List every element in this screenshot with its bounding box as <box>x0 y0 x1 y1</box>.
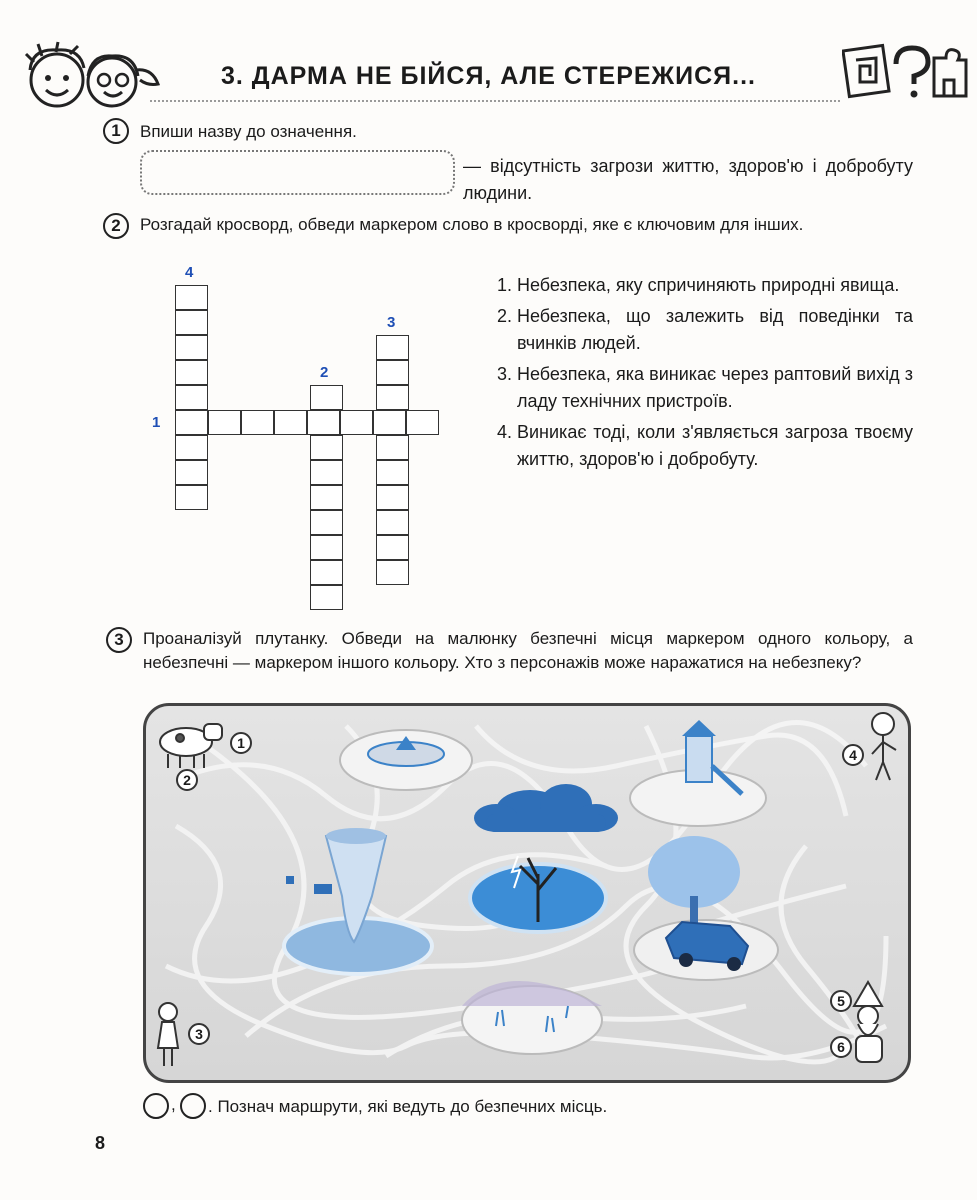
clue-3: 3. Небезпека, яка виникає через раптовий вихід з ладу технічних пристроїв. <box>517 361 913 415</box>
route-answer-instruction: . Познач маршрути, які ведуть до безпечних місць. <box>208 1097 608 1116</box>
route-number-4: 4 <box>842 744 864 766</box>
crossword-cell[interactable] <box>310 560 343 585</box>
task-3-instruction: Проаналізуй плутанку. Обведи на малюнку безпечні місця маркером одного кольору, а небезпечні — маркером іншого кольору. Хто з персонажів може наражатися на небезпеку? <box>143 629 913 672</box>
page-number: 8 <box>95 1133 106 1153</box>
crossword-cell[interactable] <box>310 510 343 535</box>
task-2-instruction: Розгадай кросворд, обведи маркером слово в кросворді, яке є ключовим для інших. <box>140 215 804 234</box>
maze-picture <box>143 703 911 1083</box>
task-1-number: 1 <box>103 118 129 144</box>
tornado-scene-icon <box>284 828 432 974</box>
title-underline <box>150 100 840 102</box>
route-number-6: 6 <box>830 1036 852 1058</box>
crossword-cell[interactable] <box>307 410 340 435</box>
crossword-cell[interactable] <box>175 310 208 335</box>
crossword-clues <box>493 272 913 477</box>
route-number-1: 1 <box>230 732 252 754</box>
crossword-cell[interactable] <box>376 560 409 585</box>
route-answer-circle-1[interactable] <box>143 1093 169 1119</box>
crossword-number-3: 3 <box>387 314 396 331</box>
crossword-cell[interactable] <box>310 535 343 560</box>
crossword-cell[interactable] <box>376 435 409 460</box>
crossword-number-2: 2 <box>320 364 329 381</box>
crossword-cell[interactable] <box>373 410 406 435</box>
crossword-cell[interactable] <box>376 335 409 360</box>
crossword-cell[interactable] <box>310 460 343 485</box>
crossword-number-1: 1 <box>152 414 161 431</box>
crossword-cell[interactable] <box>310 485 343 510</box>
route-number-2: 2 <box>176 769 198 791</box>
girl-character-icon <box>158 1003 178 1066</box>
crossword-cell[interactable] <box>175 410 208 435</box>
crossword-cell[interactable] <box>376 360 409 385</box>
crossword-cell[interactable] <box>175 485 208 510</box>
clue-2: 2. Небезпека, що залежить від поведінки та вчинків людей. <box>517 303 913 357</box>
crossword-cell[interactable] <box>310 385 343 410</box>
task-1-instruction: Впиши назву до означення. <box>140 122 357 141</box>
crossword-cell[interactable] <box>376 485 409 510</box>
clue-1: 1. Небезпека, яку спричиняють природні явища. <box>517 272 913 299</box>
crossword-cell[interactable] <box>376 510 409 535</box>
crossword-number-4: 4 <box>185 264 194 281</box>
boy-character-icon <box>872 713 896 780</box>
crossword-cell[interactable] <box>208 410 241 435</box>
crossword-cell[interactable] <box>175 460 208 485</box>
swamp-scene-icon <box>462 981 602 1054</box>
crossword-cell[interactable] <box>175 335 208 360</box>
cow-character-icon <box>160 724 222 768</box>
crossword-cell[interactable] <box>406 410 439 435</box>
page-title: 3. ДАРМА НЕ БІЙСЯ, АЛЕ СТЕРЕЖИСЯ... <box>221 62 756 90</box>
crossword-cell[interactable] <box>175 385 208 410</box>
crossword-cell[interactable] <box>175 435 208 460</box>
puzzle-question-icon <box>842 40 970 102</box>
crossword-cell[interactable] <box>310 435 343 460</box>
route-number-5: 5 <box>830 990 852 1012</box>
crossword-cell[interactable] <box>274 410 307 435</box>
crossword-cell[interactable] <box>241 410 274 435</box>
crossword-cell[interactable] <box>310 585 343 610</box>
storm-cloud-icon <box>474 784 618 832</box>
lightning-tree-scene-icon <box>470 856 606 932</box>
clue-4: 4. Виникає тоді, коли з'являється загроза твоєму життю, здоров'ю і добробуту. <box>517 419 913 473</box>
crossword-cell[interactable] <box>175 360 208 385</box>
crossword-cell[interactable] <box>340 410 373 435</box>
crossword-cell[interactable] <box>376 460 409 485</box>
route-answer-circle-2[interactable] <box>180 1093 206 1119</box>
gnome-character-icon <box>854 982 882 1062</box>
route-number-3: 3 <box>188 1023 210 1045</box>
task-1-definition: — відсутність загрози життю, здоров'ю і добробуту людини. <box>463 156 913 203</box>
campfire-scene-icon <box>340 730 472 790</box>
answer-separator: , <box>171 1095 176 1114</box>
task-2-number: 2 <box>103 213 129 239</box>
crossword-cell[interactable] <box>376 385 409 410</box>
maze-paths <box>146 706 911 1083</box>
crossword-cell[interactable] <box>175 285 208 310</box>
task-3-number: 3 <box>106 627 132 653</box>
crossword-cell[interactable] <box>376 535 409 560</box>
definition-answer-field[interactable] <box>140 150 455 195</box>
